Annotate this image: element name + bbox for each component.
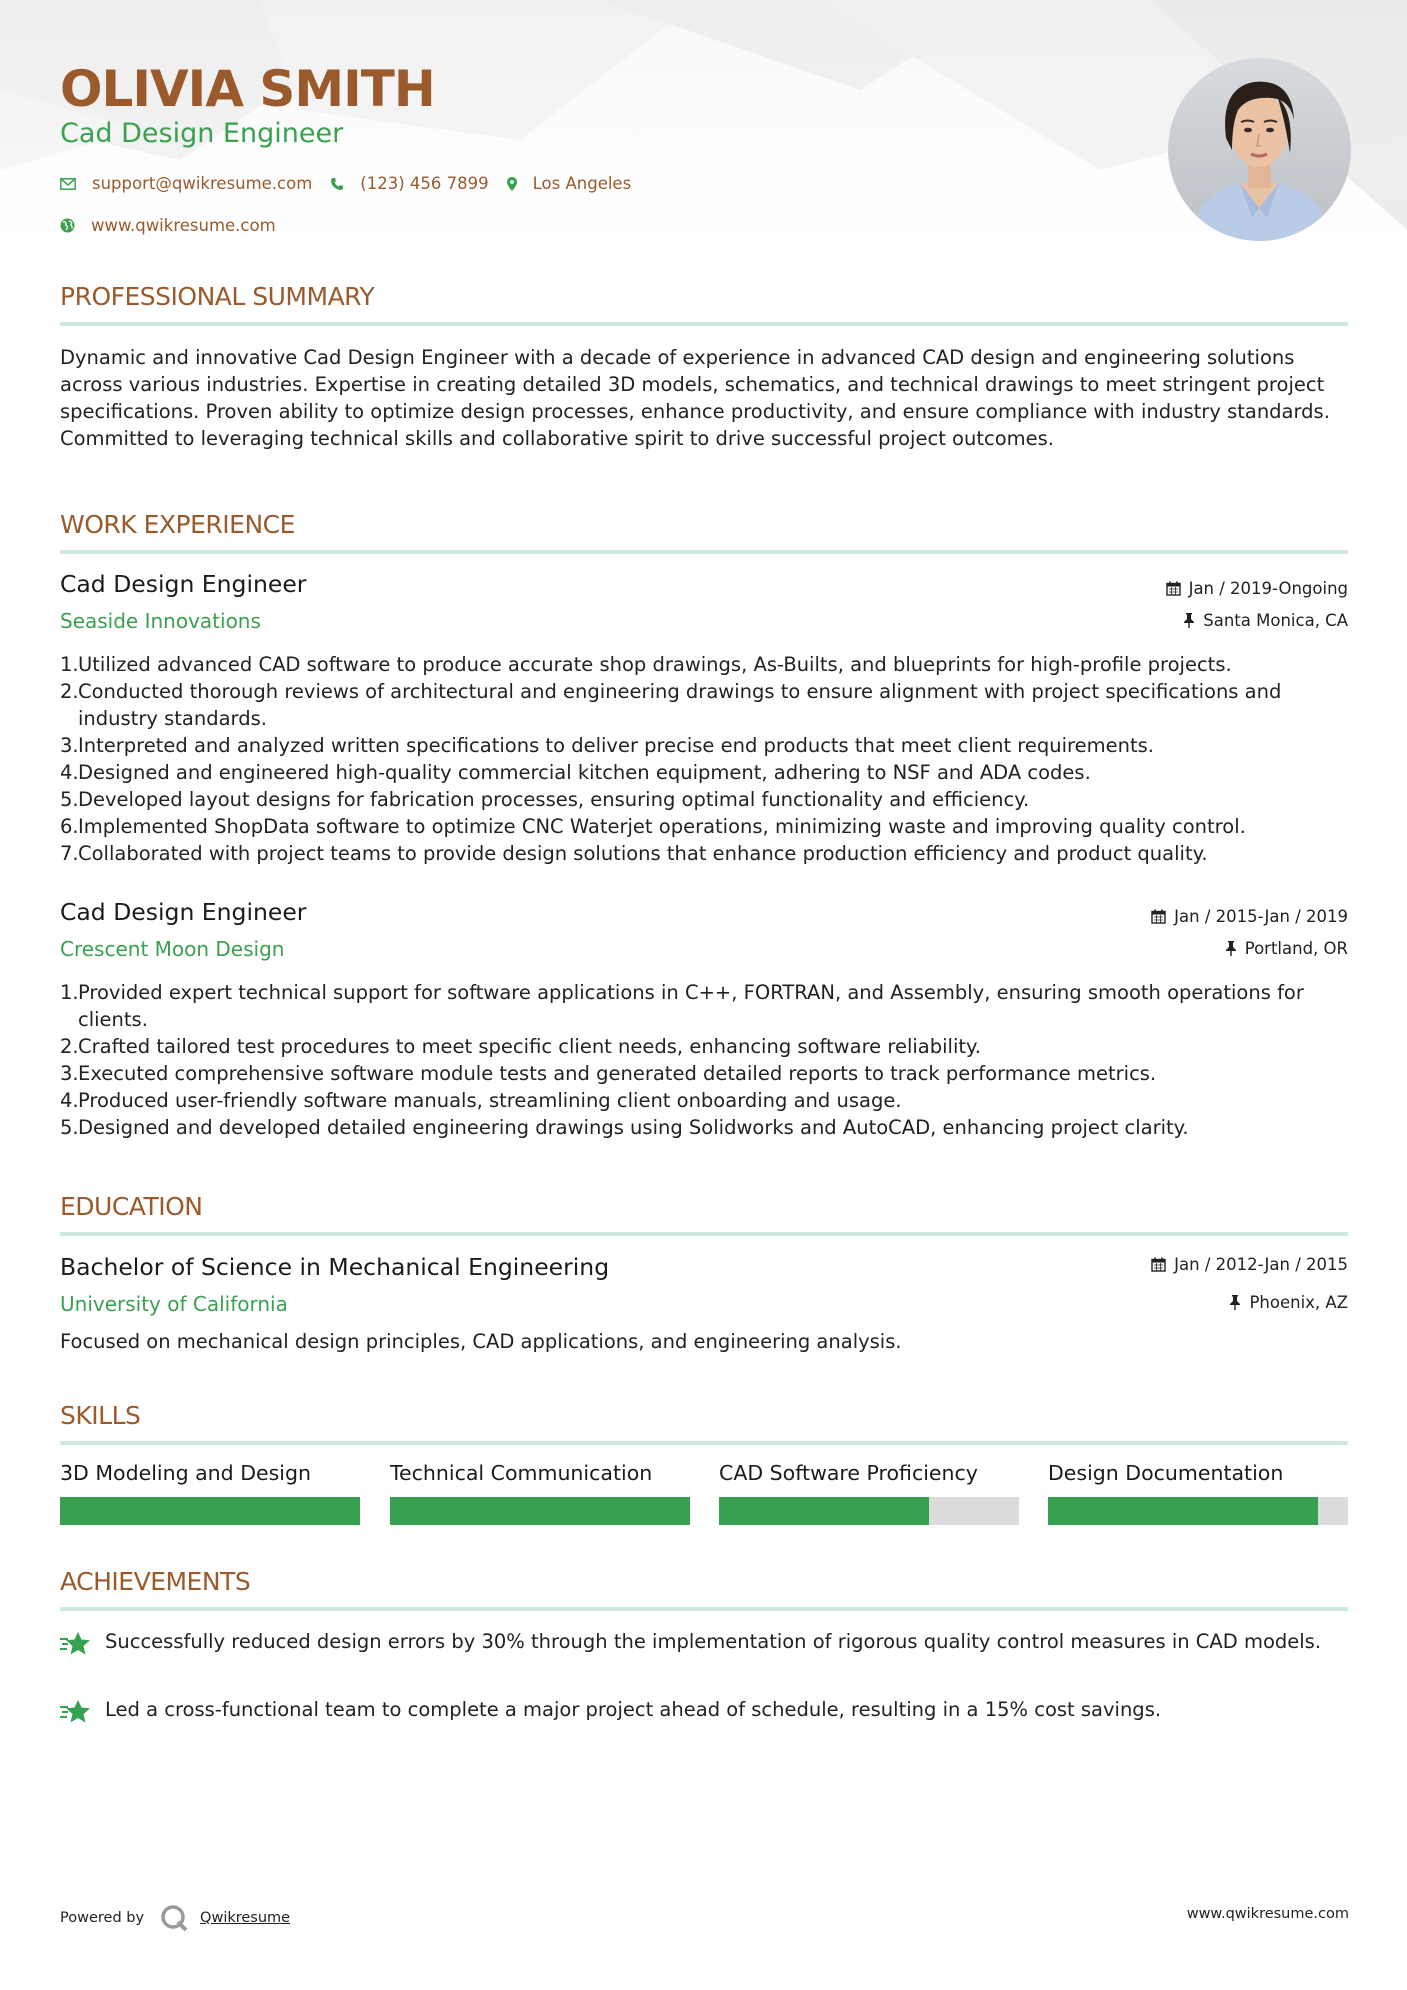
list-item: 6. Implemented ShopData software to optimize CNC Waterjet operations, minimizing waste and improving quality control.	[60, 815, 1246, 838]
job-title: Cad Design Engineer	[60, 898, 307, 926]
skill-bar	[719, 1497, 1019, 1525]
list-item: 4. Designed and engineered high-quality commercial kitchen equipment, adhering to NSF and ADA codes.	[60, 761, 1091, 784]
pushpin-icon	[1229, 1295, 1241, 1310]
list-item: 5. Developed layout designs for fabrication processes, ensuring optimal functionality and efficiency.	[60, 788, 1030, 811]
skill-bar	[1048, 1497, 1348, 1525]
job-dates	[1151, 907, 1348, 926]
phone-contact[interactable]	[330, 174, 488, 193]
list-item: 1. Utilized advanced CAD software to produce accurate shop drawings, As-Builts, and blueprints for high-profile projects.	[60, 653, 1232, 676]
phone-text: (123) 456 7899	[360, 174, 489, 193]
skills-heading: SKILLS	[60, 1401, 141, 1430]
calendar-icon	[1151, 1257, 1166, 1272]
skill-name: Technical Communication	[390, 1461, 653, 1485]
skill-name: 3D Modeling and Design	[60, 1461, 311, 1485]
job-bullets	[60, 979, 1350, 1141]
section-divider	[60, 1441, 1348, 1445]
list-item: 3. Executed comprehensive software module tests and generated detailed reports to track performance metrics.	[60, 1062, 1157, 1085]
section-divider	[60, 550, 1348, 554]
list-item: 4. Produced user-friendly software manuals, streamlining client onboarding and usage.	[60, 1089, 902, 1112]
degree-title: Bachelor of Science in Mechanical Engineering	[60, 1253, 610, 1281]
experience-heading: WORK EXPERIENCE	[60, 510, 295, 539]
skill-bar	[390, 1497, 690, 1525]
map-marker-icon	[507, 177, 517, 191]
list-item: 7. Collaborated with project teams to provide design solutions that enhance production efficiency and product quality.	[60, 842, 1208, 865]
education-dates	[1151, 1255, 1348, 1274]
list-item: 5. Designed and developed detailed engineering drawings using Solidworks and AutoCAD, enhancing project clarity.	[60, 1116, 1189, 1139]
company-name: Seaside Innovations	[60, 609, 261, 633]
achievement-item	[60, 1696, 1348, 1723]
education-location	[1229, 1293, 1348, 1312]
star-award-icon	[60, 1630, 94, 1658]
skill-bar-fill	[390, 1497, 690, 1525]
education-description: Focused on mechanical design principles, CAD applications, and engineering analysis.	[60, 1330, 902, 1353]
pushpin-icon	[1225, 941, 1237, 956]
candidate-name: OLIVIA SMITH	[60, 60, 435, 118]
job-location-text: Santa Monica, CA	[1203, 611, 1348, 630]
job-dates-text: Jan / 2019-Ongoing	[1188, 579, 1348, 598]
skill-bar-fill	[719, 1497, 929, 1525]
location-contact	[507, 174, 632, 193]
skill-item	[390, 1461, 690, 1485]
skill-item	[1048, 1461, 1348, 1485]
achievements-heading: ACHIEVEMENTS	[60, 1567, 251, 1596]
skill-bar	[60, 1497, 360, 1525]
job-location	[1183, 611, 1348, 630]
skill-bar-fill	[60, 1497, 360, 1525]
skill-name: Design Documentation	[1048, 1461, 1284, 1485]
pushpin-icon	[1183, 613, 1195, 628]
achievement-text: Successfully reduced design errors by 30% through the implementation of rigorous quality control measures in CAD models.	[105, 1630, 1322, 1653]
location-text: Los Angeles	[532, 174, 632, 193]
job-title: Cad Design Engineer	[60, 570, 307, 598]
job-location-text: Portland, OR	[1244, 939, 1348, 958]
footer-powered-by	[60, 1904, 290, 1932]
skill-item	[60, 1461, 360, 1485]
job-dates	[1166, 579, 1348, 598]
section-divider	[60, 1232, 1348, 1236]
website-contact[interactable]	[60, 216, 276, 235]
powered-by-label: Powered by	[60, 1910, 145, 1926]
education-heading: EDUCATION	[60, 1192, 203, 1221]
calendar-icon	[1151, 909, 1166, 924]
skill-name: CAD Software Proficiency	[719, 1461, 978, 1485]
job-bullets	[60, 651, 1350, 867]
contact-row-2	[60, 216, 294, 235]
email-text: support@qwikresume.com	[92, 174, 313, 193]
footer-website[interactable]: www.qwikresume.com	[1186, 1906, 1349, 1922]
qwikresume-link[interactable]: Qwikresume	[200, 1910, 291, 1926]
qwikresume-logo-icon	[160, 1904, 188, 1932]
job-location	[1225, 939, 1348, 958]
list-item: 3. Interpreted and analyzed written specifications to deliver precise end products that meet client requirements.	[60, 734, 1154, 757]
email-contact[interactable]	[60, 174, 312, 193]
achievement-item	[60, 1628, 1348, 1655]
globe-icon	[60, 218, 75, 233]
list-item: 2. Crafted tailored test procedures to meet specific client needs, enhancing software reliability.	[60, 1035, 981, 1058]
phone-icon	[330, 177, 344, 191]
envelope-icon	[60, 178, 76, 190]
portrait-illustration	[1168, 58, 1351, 241]
section-divider	[60, 1607, 1348, 1611]
education-dates-text: Jan / 2012-Jan / 2015	[1174, 1255, 1348, 1274]
list-item: 1. Provided expert technical support for software applications in C++, FORTRAN, and Assembly, ensuring smooth operations for clients.	[60, 981, 1304, 1031]
profile-photo	[1168, 58, 1351, 241]
candidate-title: Cad Design Engineer	[60, 118, 344, 149]
education-location-text: Phoenix, AZ	[1249, 1293, 1348, 1312]
contact-row-1	[60, 174, 649, 193]
star-award-icon	[60, 1698, 94, 1726]
job-dates-text: Jan / 2015-Jan / 2019	[1174, 907, 1348, 926]
skill-item	[719, 1461, 1019, 1485]
calendar-icon	[1166, 581, 1181, 596]
summary-heading: PROFESSIONAL SUMMARY	[60, 282, 375, 311]
list-item: 2. Conducted thorough reviews of architectural and engineering drawings to ensure alignment with project specifications and industry standards.	[60, 680, 1282, 730]
website-text: www.qwikresume.com	[91, 216, 276, 235]
company-name: Crescent Moon Design	[60, 937, 285, 961]
skill-bar-fill	[1048, 1497, 1318, 1525]
achievement-text: Led a cross-functional team to complete a major project ahead of schedule, resulting in a 15% cost savings.	[105, 1698, 1162, 1721]
summary-text: Dynamic and innovative Cad Design Engineer with a decade of experience in advanced CAD design and engineering solutions across various industries. Expertise in creating detailed 3D models, schematics, and technical drawings to meet stringent project specifications. Proven ability to optimize design processes, enhance productivity, and ensure compliance with industry standards. Committed to leveraging technical skills and collaborative spirit to drive successful project outcomes.	[60, 346, 1330, 450]
section-divider	[60, 322, 1348, 326]
school-name: University of California	[60, 1292, 288, 1316]
